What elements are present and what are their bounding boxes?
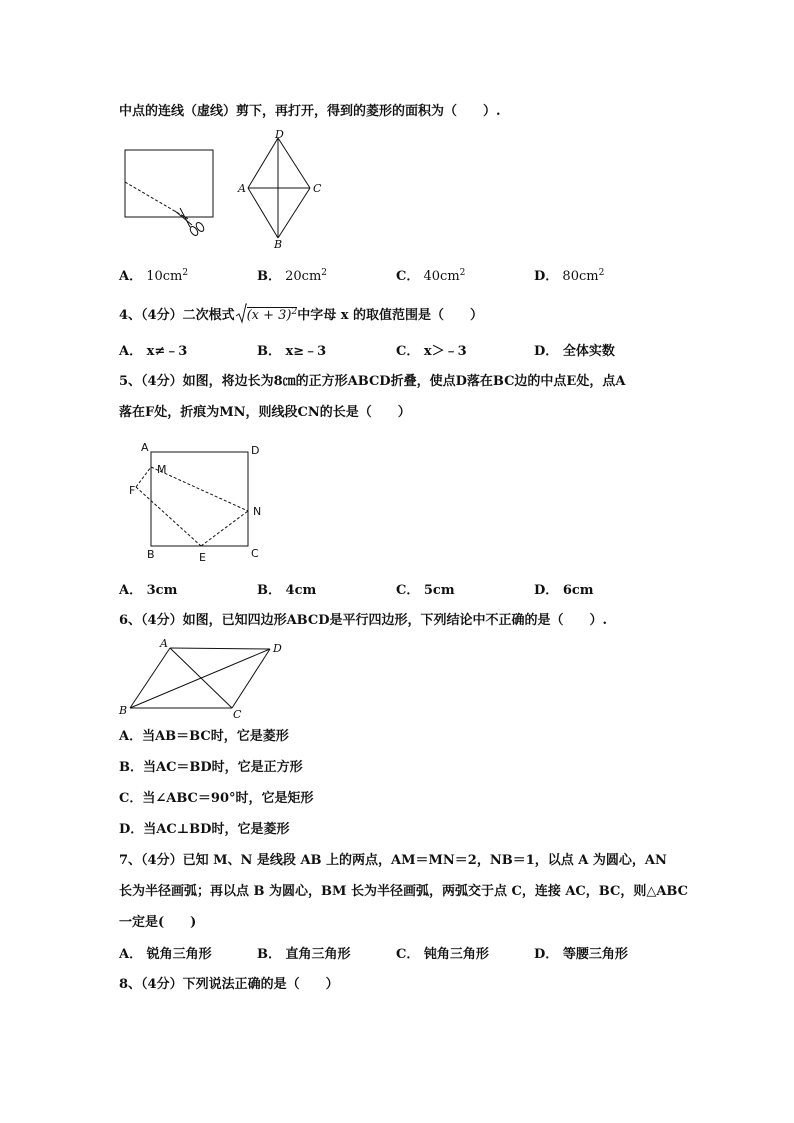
label-n: N: [253, 505, 262, 518]
q5-option-a: A． 3cm: [119, 583, 178, 598]
q5-text-line2: 落在F处，折痕为MN，则线段CN的长是（ ）: [119, 405, 411, 420]
q6-option-a: A．当AB＝BC时，它是菱形: [119, 729, 289, 744]
q7-option-b: B． 直角三角形: [257, 947, 351, 962]
scissors-icon: [175, 208, 205, 237]
label-a: A: [238, 182, 246, 195]
q4-option-b: B． x≥﹣3: [257, 344, 327, 359]
q3-rhombus-figure: [236, 128, 336, 250]
q6-option-b: B．当AC＝BD时，它是正方形: [119, 760, 303, 775]
q7-option-a: A． 锐角三角形: [119, 947, 212, 962]
q3-option-c: C． $40cm^2$: [396, 268, 466, 284]
label-a: A: [141, 441, 149, 454]
q5-option-b: B． 4cm: [257, 583, 317, 598]
label-m: M: [157, 463, 167, 476]
label-a: A: [160, 637, 168, 650]
q4-option-a: A． x≠﹣3: [119, 344, 188, 359]
label-f: F: [129, 484, 136, 497]
label-c: C: [233, 708, 242, 721]
sqrt-expression: $(x + 3)^2$: [235, 303, 298, 325]
label-c: C: [251, 547, 259, 560]
q5-option-d: D． 6cm: [534, 583, 594, 598]
label-d: D: [251, 444, 260, 457]
q5-square-figure: [128, 440, 268, 570]
q4-option-c: C． x＞﹣3: [396, 344, 467, 359]
q7-text-line2: 长为半径画弧；再以点 B 为圆心，BM 长为半径画弧，两弧交于点 C，连接 AC，BC，则△ABC: [119, 884, 689, 899]
q7-option-d: D． 等腰三角形: [534, 947, 628, 962]
q6-text: 6、（4分）如图，已知四边形ABCD是平行四边形，下列结论中不正确的是（ ）.: [119, 613, 608, 628]
label-b: B: [274, 238, 283, 251]
q4-option-d: D． 全体实数: [534, 344, 615, 359]
label-d: D: [275, 128, 284, 141]
q7-text-line3: 一定是( ): [119, 915, 197, 930]
q3-option-b: B． $20cm^2$: [257, 268, 328, 284]
q4-text: 4、（4分）二次根式 $(x + 3)^2$中字母 x 的取值范围是（ ）: [119, 303, 483, 325]
q7-option-c: C． 钝角三角形: [396, 947, 489, 962]
q6-parallelogram-figure: [118, 636, 288, 722]
label-e: E: [199, 551, 206, 564]
q5-text-line1: 5、（4分）如图，将边长为8㎝的正方形ABCD折叠，使点D落在BC边的中点E处，点A: [119, 374, 626, 389]
q6-option-c: C．当∠ABC＝90°时，它是矩形: [119, 791, 314, 806]
label-b: B: [147, 548, 155, 561]
q3-option-d: D． $80cm^2$: [534, 268, 605, 284]
q5-option-c: C． 5cm: [396, 583, 455, 598]
q6-option-d: D．当AC⊥BD时，它是菱形: [119, 822, 290, 837]
label-b: B: [119, 704, 128, 717]
label-c: C: [313, 182, 322, 195]
label-d: D: [273, 642, 282, 655]
q7-text-line1: 7、（4分）已知 M、N 是线段 AB 上的两点，AM＝MN＝2，NB＝1，以点 A 为圆心，AN: [119, 853, 667, 868]
q3-text: 中点的连线（虚线）剪下，再打开，得到的菱形的面积为（ ）.: [119, 104, 501, 119]
q8-text: 8、（4分）下列说法正确的是（ ）: [119, 977, 339, 992]
q3-option-a: A． $10cm^2$: [119, 268, 189, 284]
q3-rectangle-figure: [120, 145, 220, 245]
